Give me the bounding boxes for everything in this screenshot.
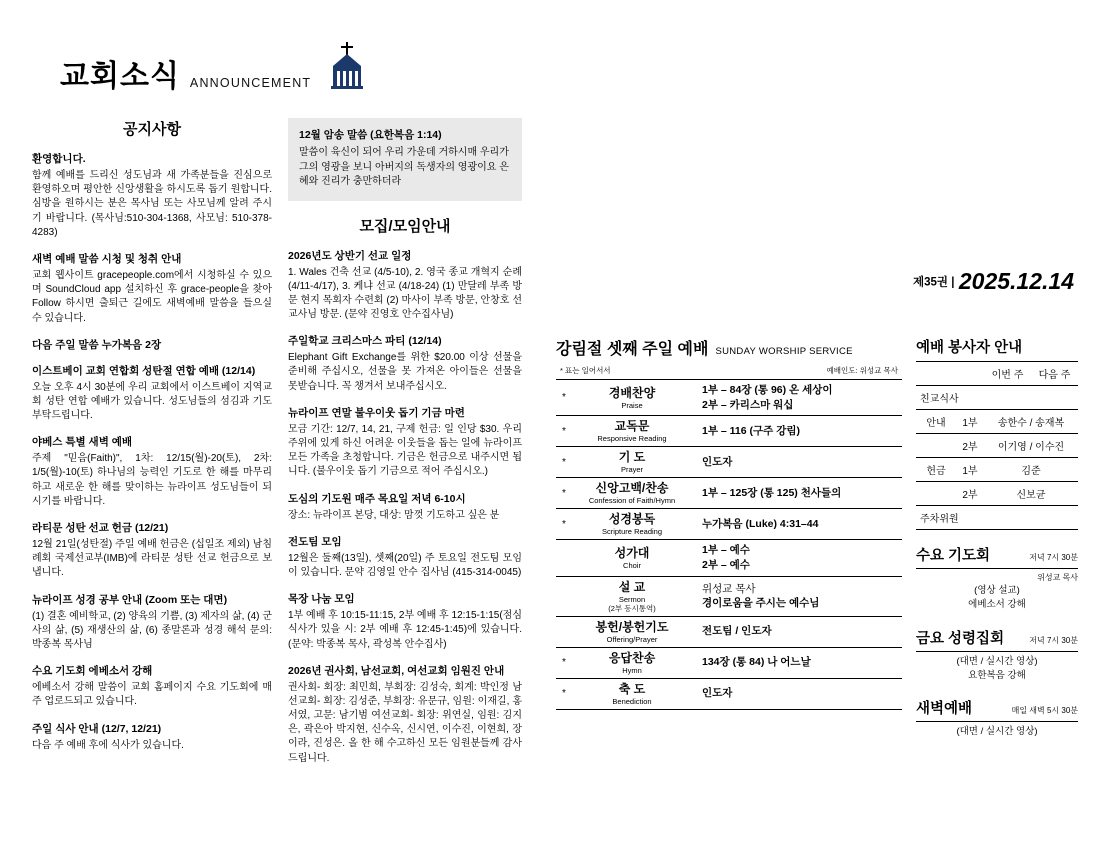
worship-item-name — [572, 478, 692, 509]
worship-item-name — [572, 540, 692, 576]
worship-item-name-en: Scripture Reading — [601, 527, 663, 537]
worship-note-right: 예배인도: 위성교 목사 — [826, 366, 898, 375]
worship-item-name — [572, 678, 692, 709]
notices-column — [32, 118, 272, 764]
service-detail-line: (대면 / 실시간 영상) — [956, 655, 1038, 667]
worship-title-row — [556, 336, 902, 359]
recruit-body: 12월은 둘째(13일), 셋째(20일) 주 토요일 전도팀 모임이 있습니다. 문약 김영일 안수 집사님 (415-314-0045) — [288, 552, 522, 578]
masthead-subtitle: ANNOUNCEMENT — [189, 76, 312, 90]
service-heading — [916, 627, 1078, 652]
notice-item — [32, 520, 272, 581]
recruit-item — [288, 405, 522, 480]
worship-item-name-kr: 신앙고백/찬송 — [595, 481, 669, 496]
worship-item-value: 134장 (통 84) 나 어느날 — [692, 647, 902, 678]
servers-session-label: 1부 — [956, 458, 984, 482]
recruit-heading: 목장 나눔 모임 — [288, 593, 355, 606]
service-detail-line: (대면 / 실시간 영상) — [956, 726, 1038, 737]
recruit-heading: 도심의 기도원 매주 목요일 저녁 6-10시 — [288, 492, 466, 505]
notice-heading: 주일 식사 안내 (12/7, 12/21) — [32, 722, 162, 735]
worship-item-value: 인도자 — [692, 447, 902, 478]
worship-star: * — [556, 509, 572, 540]
date-label: 2025.12.14 — [958, 268, 1074, 294]
notice-item — [32, 434, 272, 509]
recruit-heading: 뉴라이프 연말 불우이웃 돕기 기금 마련 — [288, 406, 465, 419]
church-icon — [325, 40, 369, 95]
recruit-item — [288, 591, 522, 652]
servers-role-label — [916, 482, 956, 506]
servers-title: 예배 봉사자 안내 — [916, 336, 1078, 362]
worship-star — [556, 540, 572, 576]
notice-heading: 다음 주일 말씀 누가복음 2장 — [32, 338, 162, 351]
memory-verse-box — [288, 118, 522, 201]
recruit-heading: 전도팀 모임 — [288, 535, 342, 548]
worship-item-name-kr: 응답찬송 — [608, 650, 656, 665]
worship-row — [556, 380, 902, 416]
worship-item-value: 1부 – 84장 (통 96) 온 세상이 2부 – 카리스마 워십 — [692, 380, 902, 416]
notice-heading: 이스트베이 교회 연합회 성탄절 연합 예배 (12/14) — [32, 364, 256, 377]
worship-item-name — [572, 380, 692, 416]
worship-row — [556, 678, 902, 709]
recruit-heading: 주일학교 크리스마스 파티 (12/14) — [288, 335, 442, 348]
recruit-item — [288, 534, 522, 580]
notice-body: 에베소서 강해 말씀이 교회 홈페이지 수요 기도회에 매주 업로드되고 있습니다. — [32, 682, 272, 708]
worship-item-name-note: (2부 동시통역) — [608, 603, 656, 613]
worship-star: * — [556, 478, 572, 509]
worship-item-value: 1부 – 125장 (통 125) 천사들의 — [692, 478, 902, 509]
recruit-body: 권사회- 회장: 최민희, 부회장: 김성숙, 회계: 박인정 남선교회- 회장: 김성준, 부회장: 유문규, 임원: 이재길, 홍서였, 고문: 남기범 여선교회- 회장: 위연실, 임원: 김지은, 곽은아 박지현, 신수옥, 신시연, 이수진, 이현희, 장이라, 진성은. 올 한 해 수고하신 모든 임원분들께 감사드립니다. — [288, 681, 522, 764]
service-details — [916, 722, 1078, 739]
worship-item-name — [572, 447, 692, 478]
service-time: 매일 새벽 5시 30분 — [1011, 706, 1078, 715]
worship-item-name-en: Benediction — [612, 696, 652, 706]
notice-item — [32, 721, 272, 753]
service-heading — [916, 697, 1078, 722]
worship-row — [556, 576, 902, 616]
service-detail-line: (영상 설교) — [974, 585, 1020, 596]
notice-body: 함께 예배를 드리신 성도님과 새 가족분들을 진심으로 환영하오며 평안한 신앙생활을 하시도록 돕기 원합니다. 심방을 원하시는 분은 목사님 또는 사모님께 알려 주시기 바랍니다. (목사님:510-304-1368, 사모님: 510-378-4283) — [32, 170, 272, 238]
service-heading — [916, 544, 1078, 569]
worship-item-name-kr: 교독문 — [614, 419, 650, 434]
masthead — [60, 40, 369, 95]
notice-heading: 환영합니다. — [32, 153, 86, 165]
worship-row — [556, 616, 902, 647]
worship-star: * — [556, 647, 572, 678]
worship-note-left: * 표는 일어서서 — [560, 366, 611, 375]
servers-row — [916, 458, 1078, 482]
service-detail-line: 에베소서 강해 — [968, 599, 1026, 611]
notice-body: (1) 결혼 예비학교, (2) 양육의 기쁨, (3) 제자의 삶, (4) 군사의 삶, (5) 재생산의 삶, (6) 종말론과 성경 해석 문의: 박종복 목사님 — [32, 610, 272, 650]
notice-body: 12월 21일(성탄절) 주일 예배 헌금은 (십일조 제외) 남침례회 국제선교부(IMB)에 라티문 성탄 선교 헌금으로 보냅니다. — [32, 539, 272, 579]
worship-star: * — [556, 678, 572, 709]
worship-item-name-kr: 성경봉독 — [608, 512, 656, 527]
worship-row — [556, 478, 902, 509]
recruit-item — [288, 663, 522, 766]
worship-item-value: 누가복음 (Luke) 4:31–44 — [692, 509, 902, 540]
servers-header-blank2 — [956, 362, 984, 386]
notice-body: 교회 웹사이트 gracepeople.com에서 시청하실 수 있으며 SoundCloud app 설치하신 후 grace-people을 찾아 Follow 하시면 출퇴근 길에도 새벽예배 말씀을 들으실 수 있습니다. — [32, 269, 272, 324]
worship-item-name-en: Choir — [623, 561, 641, 571]
servers-row — [916, 506, 1078, 530]
notice-heading: 새벽 예배 말씀 시청 및 청취 안내 — [32, 252, 182, 265]
servers-session-label: 2부 — [956, 482, 984, 506]
worship-item-name-en: Praise — [621, 400, 643, 410]
worship-item-name — [572, 576, 692, 616]
service-name: 금요 성령집회 — [916, 630, 1005, 647]
worship-item-name-kr: 성가대 — [614, 546, 650, 561]
servers-header-row — [916, 362, 1078, 386]
recruit-item — [288, 333, 522, 394]
service-detail-line: 요한복음 강해 — [968, 669, 1026, 681]
worship-item-name-en: Offering/Prayer — [606, 634, 658, 644]
worship-item-value: 1부 – 예수 2부 – 예수 — [692, 540, 902, 576]
servers-role-label: 안내 — [916, 410, 956, 434]
worship-item-name-en: Hymn — [622, 665, 642, 675]
service-name: 새벽예배 — [916, 701, 973, 717]
worship-item-value: 1부 – 116 (구주 강림) — [692, 416, 902, 447]
memory-verse-body: 말씀이 육신이 되어 우리 가운데 거하시매 우리가 그의 영광을 보니 아버지의 독생자의 영광이요 은혜와 진리가 충만하더라 — [299, 147, 509, 187]
notice-heading: 뉴라이프 성경 공부 안내 (Zoom 또는 대면) — [32, 593, 228, 606]
recruit-body: 1부 예배 후 10:15-11:15, 2부 예배 후 12:15-1:15(점심 식사가 있을 시: 2부 예배 후 12:45-1:45)에 있습니다. (문약: 박종복 목사, 곽성복 안수집사) — [288, 610, 522, 650]
worship-note — [556, 365, 902, 379]
servers-row — [916, 386, 1078, 410]
recruit-heading: 2026년도 상반기 선교 일정 — [288, 249, 412, 262]
notice-body: 다음 주 예배 후에 식사가 있습니다. — [32, 739, 184, 751]
servers-table — [916, 362, 1078, 530]
worship-item-value: 위성교 목사 경이로움을 주시는 예수님 — [692, 576, 902, 616]
worship-item-name-kr: 봉헌/봉헌기도 — [595, 619, 669, 634]
notice-item — [32, 663, 272, 709]
issue-date — [913, 268, 1074, 295]
servers-role-label — [916, 434, 956, 458]
servers-column — [916, 336, 1078, 739]
worship-item-value: 인도자 — [692, 678, 902, 709]
notice-item — [32, 251, 272, 326]
servers-names: 김준 — [984, 458, 1078, 482]
worship-star: * — [556, 380, 572, 416]
servers-role-label: 헌금 — [916, 458, 956, 482]
recruit-heading: 2026년 권사회, 남선교회, 여선교회 임원진 안내 — [288, 664, 505, 677]
servers-session-label: 1부 — [956, 410, 984, 434]
worship-star — [556, 616, 572, 647]
notice-item — [32, 363, 272, 424]
recruit-column — [288, 118, 522, 777]
worship-row — [556, 447, 902, 478]
worship-title: 강림절 셋째 주일 예배 — [556, 341, 709, 358]
services-list — [916, 544, 1078, 739]
notices-list — [32, 151, 272, 753]
worship-item-name-kr: 경배찬양 — [608, 385, 656, 400]
memory-verse-heading: 12월 암송 말씀 (요한복음 1:14) — [299, 129, 442, 141]
recruit-list — [288, 248, 522, 766]
worship-title-en: SUNDAY WORSHIP SERVICE — [715, 346, 853, 357]
worship-item-name — [572, 647, 692, 678]
servers-group-label: 친교식사 — [916, 386, 1078, 410]
notice-body: 주제 "믿음(Faith)", 1차: 12/15(월)-20(토), 2차: 1/5(월)-10(토) 하나님의 능력인 기도로 한 해를 마무리하고 새로운 한 해를 맞이하는 뉴라이프 성도님들이 되시기를 바랍니다. — [32, 453, 272, 507]
worship-item-name-kr: 축 도 — [618, 681, 646, 696]
worship-item-value: 전도팀 / 인도자 — [692, 616, 902, 647]
recruit-title: 모집/모임안내 — [359, 217, 451, 235]
service-time: 저녁 7시 30분 — [1029, 553, 1078, 562]
recruit-item — [288, 491, 522, 523]
servers-names: 송한수 / 송재복 — [984, 410, 1078, 434]
worship-table — [556, 379, 902, 710]
recruit-body: Elephant Gift Exchange를 위한 $20.00 이상 선물을 준비해 주십시오, 선물을 못 가져온 아이들은 선물을 못받습니다. 꼭 챙겨서 보내주십시오. — [288, 352, 522, 392]
service-time: 저녁 7시 30분 — [1029, 635, 1078, 645]
volume-label: 제35권 | — [913, 276, 955, 289]
recruit-body: 1. Wales 건축 선교 (4/5-10), 2. 영국 종교 개혁지 순례 (4/11-4/17), 3. 케냐 선교 (4/18-24) (1) 만달레 부족 방문 현지 목회자 수련회 (2) 마사이 부족 방문, 안창호 선교사님 방문. (문약 진영호 안수집사님) — [288, 266, 522, 321]
servers-col-next: 다음 주 — [1031, 362, 1078, 386]
worship-order-column — [556, 336, 902, 710]
servers-session-label: 2부 — [956, 434, 984, 458]
worship-item-name-kr: 기 도 — [618, 450, 646, 465]
servers-names: 이기영 / 이수진 — [984, 434, 1078, 458]
servers-row — [916, 482, 1078, 506]
service-block — [916, 627, 1078, 684]
service-block — [916, 544, 1078, 613]
notices-title: 공지사항 — [123, 121, 181, 138]
notice-item — [32, 592, 272, 653]
notice-heading: 수요 기도회 에베소서 강해 — [32, 665, 153, 678]
worship-row — [556, 647, 902, 678]
worship-item-name — [572, 416, 692, 447]
service-details — [916, 569, 1078, 613]
worship-star: * — [556, 416, 572, 447]
service-name: 수요 기도회 — [916, 548, 991, 564]
service-detail-line: 위성교 목사 — [1037, 573, 1078, 582]
servers-row — [916, 434, 1078, 458]
worship-item-name — [572, 616, 692, 647]
service-details — [916, 652, 1078, 684]
notice-body: 오늘 오후 4시 30분에 우리 교회에서 이스트베이 지역교회 성탄 연합 예배가 있습니다. 성도님들의 섬김과 기도 부탁드립니다. — [32, 381, 272, 422]
worship-star — [556, 576, 572, 616]
page-title: 교회소식 — [60, 60, 180, 93]
servers-group-label: 주차위원 — [916, 506, 1078, 530]
worship-star: * — [556, 447, 572, 478]
worship-item-name — [572, 509, 692, 540]
recruit-body: 장소: 뉴라이프 본당, 대상: 맘껏 기도하고 싶은 분 — [288, 509, 500, 521]
worship-item-name-kr: 설 교 — [618, 579, 646, 594]
notice-heading: 야베스 특별 새벽 예배 — [32, 436, 133, 449]
worship-item-name-en: Responsive Reading — [597, 434, 667, 444]
worship-row — [556, 540, 902, 576]
servers-header-blank — [916, 362, 956, 386]
worship-item-name-en: Prayer — [620, 465, 644, 475]
notice-heading: 라티문 성탄 선교 헌금 (12/21) — [32, 522, 169, 534]
worship-row — [556, 509, 902, 540]
worship-item-name-en: Confession of Faith/Hymn — [588, 496, 676, 506]
service-block — [916, 697, 1078, 739]
notice-item — [32, 151, 272, 240]
worship-row — [556, 416, 902, 447]
servers-col-this: 이번 주 — [984, 362, 1031, 386]
worship-item-name-en: Sermon — [618, 594, 646, 604]
notice-item — [32, 337, 272, 352]
recruit-body: 모금 기간: 12/7, 14, 21, 구제 헌금: 일 인당 $30. 우리 주위에 있게 하신 어려운 이웃들을 돕는 일에 뉴라이프 모든 가족을 초청합니다. 기금은 헌금으로 내주시면 됩니다. (불우이웃 돕기 기금으로 적어 주십시오.) — [288, 423, 522, 478]
servers-names: 신보균 — [984, 482, 1078, 506]
servers-row — [916, 410, 1078, 434]
recruit-item — [288, 248, 522, 323]
